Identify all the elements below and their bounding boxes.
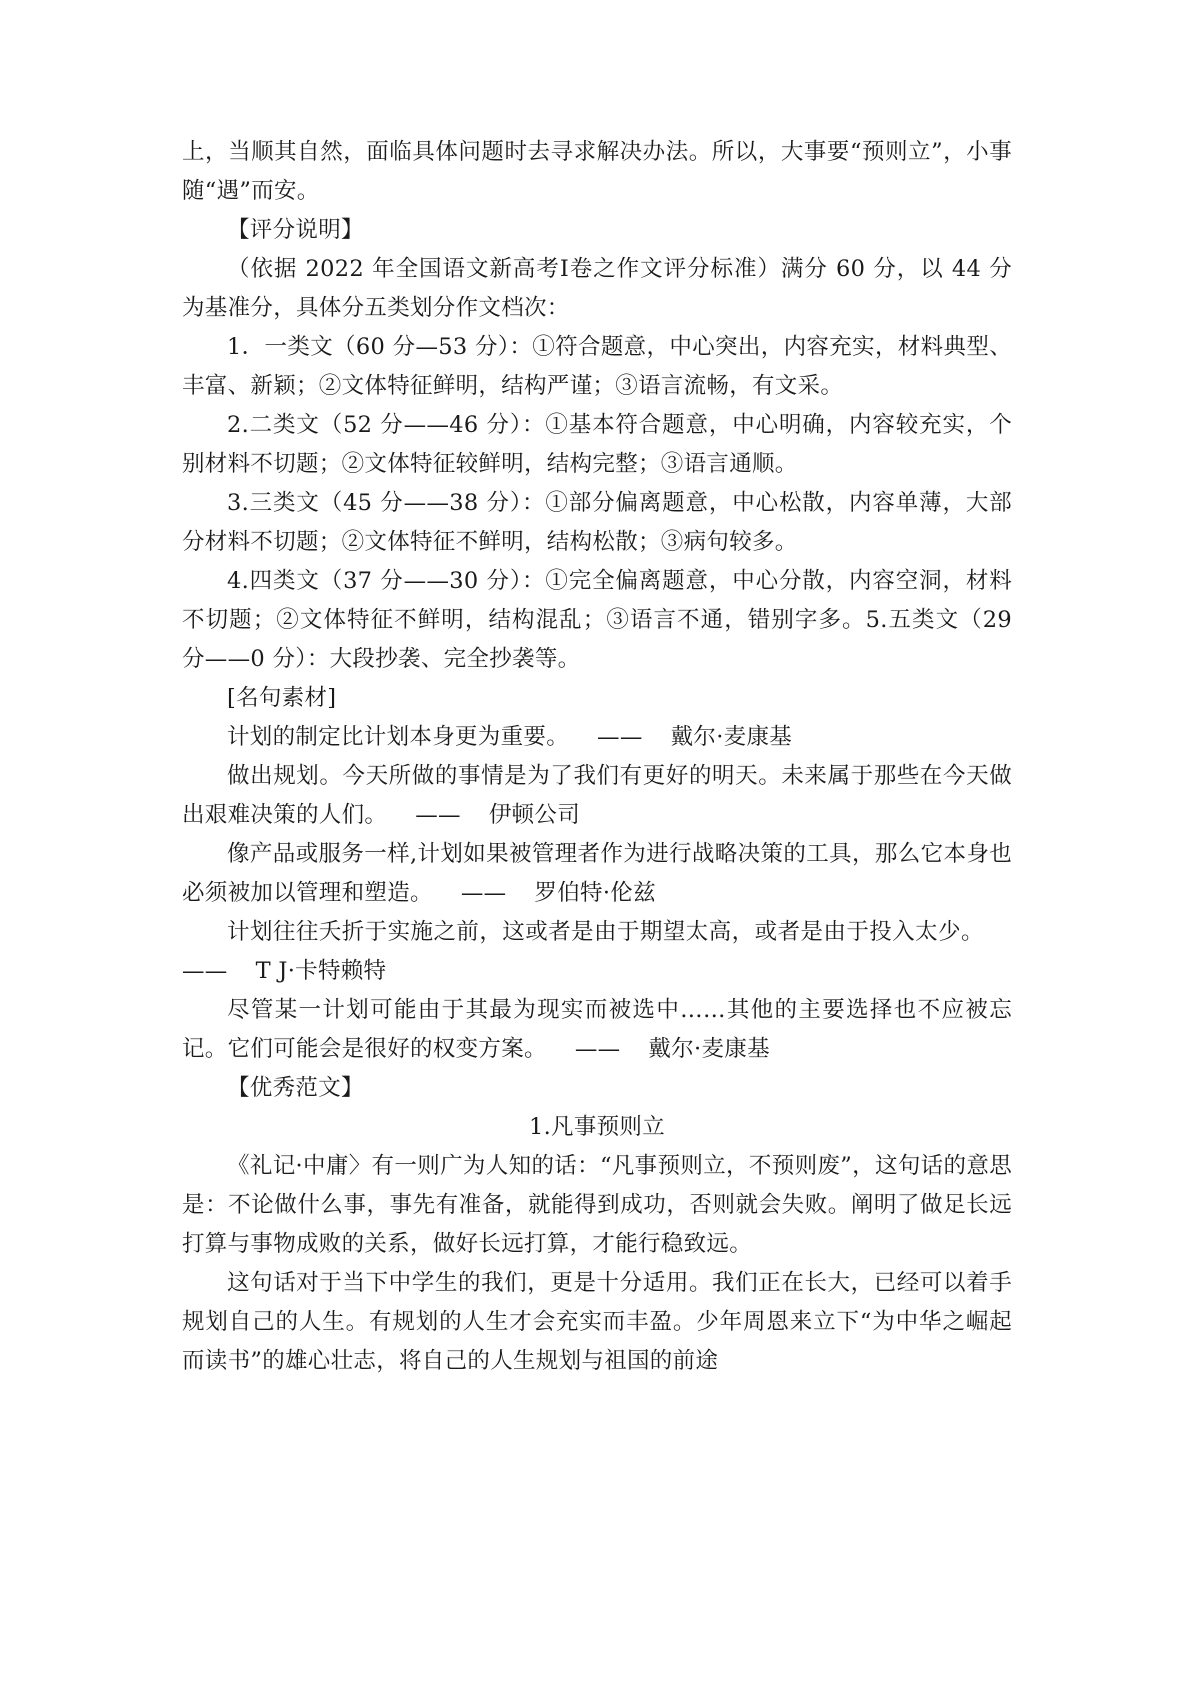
quote-dash: —— [182,958,228,984]
quote-author: 伊顿公司 [488,802,581,828]
quote-dash: —— [460,880,507,906]
quote-author: 戴尔·麦康基 [648,1036,770,1062]
quote-text: 计划往往夭折于实施之前，这或者是由于期望太高，或者是由于投入太少。 [227,919,984,945]
quote-author: T J·卡特赖特 [255,958,387,984]
quote-dash: —— [597,724,643,750]
quote-text: 做出规划。今天所做的事情是为了我们有更好的明天。未来属于那些在今天做出艰难决策的人们。 [182,763,1012,828]
quote-author: 戴尔·麦康基 [670,724,793,750]
document-body [182,133,1012,1381]
essay-paragraph-2: 这句话对于当下中学生的我们，更是十分适用。我们正在长大，已经可以着手规划自己的人生。有规划的人生才会充实而丰盈。少年周恩来立下“为中华之崛起而读书”的雄心壮志，将自己的人生规划与祖国的前途 [182,1270,1012,1374]
level-4-5-paragraph: 4.四类文（37 分——30 分）：①完全偏离题意，中心分散，内容空洞，材料不切题；②文体特征不鲜明，结构混乱；③语言不通，错别字多。5.五类文（29 分——0 分）：大段抄袭、完全抄袭等。 [182,568,1012,672]
quote-text: 尽管某一计划可能由于其最为现实而被选中……其他的主要选择也不应被忘记。它们可能会是很好的权变方案。 [182,997,1012,1062]
quote-dash: —— [415,802,461,828]
excellent-essays-heading: 【优秀范文】 [227,1075,364,1101]
quote-item [182,757,1012,835]
quote-dash: —— [574,1036,621,1062]
scoring-heading: 【评分说明】 [227,217,364,243]
level-1-paragraph: 1．一类文（60 分—53 分）：①符合题意，中心突出，内容充实，材料典型、丰富、新颖；②文体特征鲜明，结构严谨；③语言流畅，有文采。 [182,334,1012,399]
quote-text: 计划的制定比计划本身更为重要。 [227,724,570,750]
essay-paragraph-1: 《礼记·中庸〉有一则广为人知的话：“凡事预则立，不预则废”，这句话的意思是：不论做什么事，事先有准备，就能得到成功，否则就会失败。阐明了做足长远打算与事物成败的关系，做好长远打算，才能行稳致远。 [182,1153,1012,1257]
level-3-paragraph: 3.三类文（45 分——38 分）：①部分偏离题意，中心松散，内容单薄，大部分材料不切题；②文体特征不鲜明，结构松散；③病句较多。 [182,490,1012,555]
scoring-basis-paragraph: （依据 2022 年全国语文新高考Ⅰ卷之作文评分标准）满分 60 分，以 44 分为基准分，具体分五类划分作文档次： [182,256,1012,321]
quote-text: 像产品或服务一样,计划如果被管理者作为进行战略决策的工具，那么它本身也必须被加以管理和塑造。 [182,841,1012,906]
essay-title: 1.凡事预则立 [528,1114,666,1140]
quote-item [182,718,1012,757]
quote-item [182,991,1012,1069]
intro-paragraph: 上，当顺其自然，面临具体问题时去寻求解决办法。所以，大事要“预则立”，小事随“遇”而安。 [182,139,1012,204]
quote-item [182,913,1012,991]
quotes-heading: [名句素材] [227,685,337,711]
quote-author: 罗伯特·伦兹 [534,880,656,906]
level-2-paragraph: 2.二类文（52 分——46 分）：①基本符合题意，中心明确，内容较充实，个别材料不切题；②文体特征较鲜明，结构完整；③语言通顺。 [182,412,1012,477]
quote-item [182,835,1012,913]
